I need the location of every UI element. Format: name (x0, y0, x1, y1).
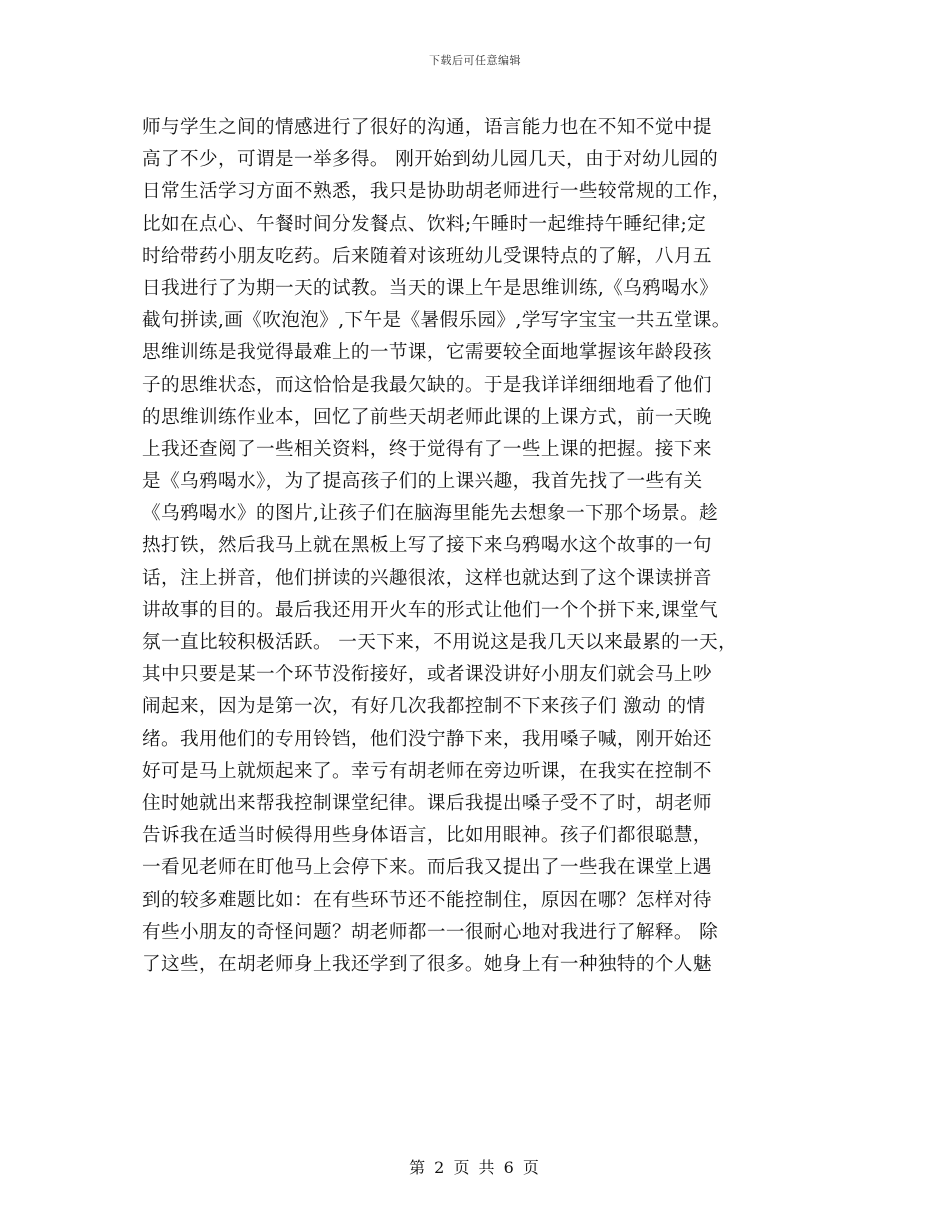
text-line: 有些小朋友的奇怪问题？胡老师都一一很耐心地对我进行了解释。 除 (142, 921, 719, 943)
text-line: 讲故事的目的。最后我还用开火车的形式让他们一个个拼下来,课堂气 (142, 599, 719, 621)
text-line: 是《乌鸦喝水》，为了提高孩子们的上课兴趣，我首先找了一些有关 (142, 471, 703, 493)
text-line: 了这些，在胡老师身上我还学到了很多。她身上有一种独特的个人魅 (142, 953, 712, 975)
text-line: 到的较多难题比如：在有些环节还不能控制住，原因在哪？怎样对待 (142, 889, 712, 911)
text-line: 截句拼读,画《吹泡泡》,下午是《暑假乐园》,学写字宝宝一共五堂课。 (142, 310, 731, 332)
page-number: 第 2 页 共 6 页 (409, 1158, 541, 1177)
text-line: 时给带药小朋友吃药。后来随着对该班幼儿受课特点的了解，八月五 (142, 245, 712, 267)
text-line: 高了不少，可谓是一举多得。 刚开始到幼儿园几天，由于对幼儿园的 (142, 149, 719, 171)
page-header: 下载后可任意编辑 (429, 54, 521, 67)
text-line: 上我还查阅了一些相关资料，终于觉得有了一些上课的把握。接下来 (142, 438, 712, 460)
text-line: 告诉我在适当时候得用些身体语言，比如用眼神。孩子们都很聪慧， (142, 825, 712, 847)
text-line: 日常生活学习方面不熟悉，我只是协助胡老师进行一些较常规的工作， (142, 181, 731, 203)
text-line: 绪。我用他们的专用铃铛，他们没宁静下来，我用嗓子喊，刚开始还 (142, 728, 712, 750)
text-line: 的思维训练作业本，回忆了前些天胡老师此课的上课方式，前一天晚 (142, 406, 712, 428)
text-line: 一看见老师在盯他马上会停下来。而后我又提出了一些我在课堂上遇 (142, 857, 712, 879)
text-line: 其中只要是某一个环节没衔接好，或者课没讲好小朋友们就会马上吵 (142, 664, 712, 686)
text-line: 住时她就出来帮我控制课堂纪律。课后我提出嗓子受不了时，胡老师 (142, 792, 712, 814)
text-line: 氛一直比较积极活跃。 一天下来，不用说这是我几天以来最累的一天， (142, 632, 738, 653)
text-line: 《乌鸦喝水》的图片,让孩子们在脑海里能先去想象一下那个场景。趁 (142, 503, 719, 525)
text-line: 热打铁，然后我马上就在黑板上写了接下来乌鸦喝水这个故事的一句 (142, 535, 712, 557)
text-line: 好可是马上就烦起来了。幸亏有胡老师在旁边听课，在我实在控制不 (142, 760, 712, 782)
text-line: 日我进行了为期一天的试教。当天的课上午是思维训练,《乌鸦喝水》 (142, 277, 719, 299)
body-text (142, 112, 822, 981)
text-line: 闹起来，因为是第一次，有好几次我都控制不下来孩子们 激动 的情 (142, 696, 706, 718)
text-line: 话，注上拼音，他们拼读的兴趣很浓，这样也就达到了这个课读拼音 (142, 567, 712, 589)
text-line: 思维训练是我觉得最难上的一节课，它需要较全面地掌握该年龄段孩 (142, 342, 712, 364)
text-line: 比如在点心、午餐时间分发餐点、饮料;午睡时一起维持午睡纪律;定 (142, 213, 707, 235)
text-line: 子的思维状态，而这恰恰是我最欠缺的。于是我详详细细地看了他们 (142, 374, 712, 396)
text-line: 师与学生之间的情感进行了很好的沟通，语言能力也在不知不觉中提 (142, 117, 712, 138)
